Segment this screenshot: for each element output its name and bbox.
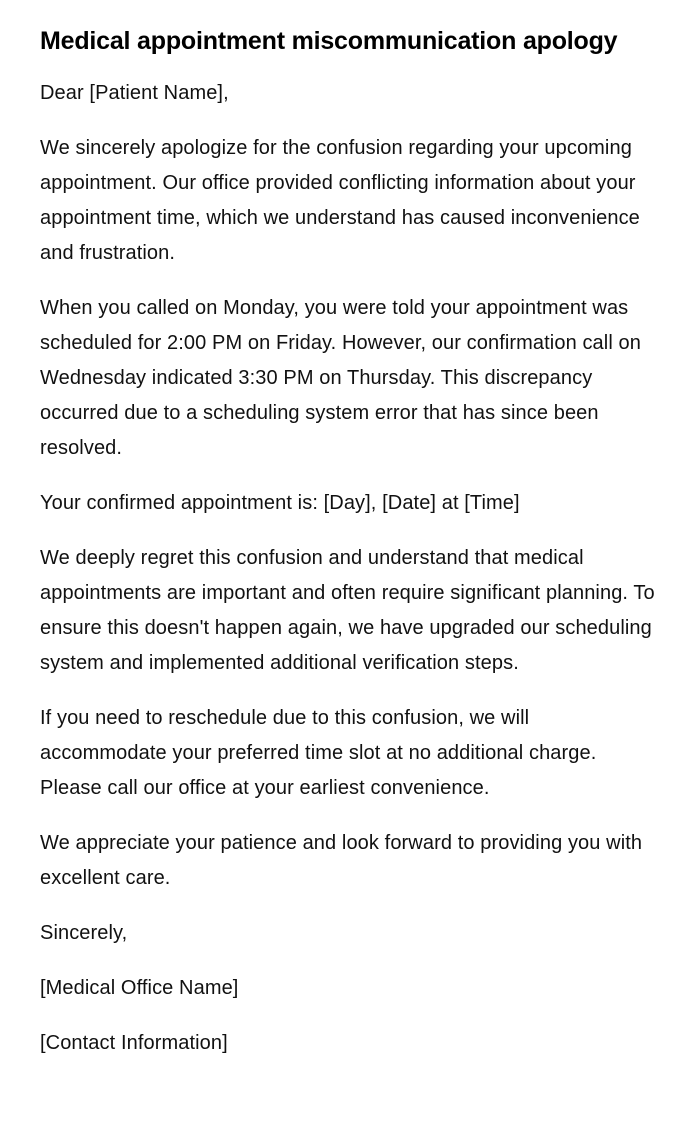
- letter-paragraph-confirmed-appointment: Your confirmed appointment is: [Day], [Date] at [Time]: [40, 492, 520, 514]
- letter-paragraph-reschedule: If you need to reschedule due to this confusion, we will accommodate your preferred time slot at no additional charge. Please call our office at your earliest convenience.: [40, 707, 597, 799]
- letter-paragraph-apology: We sincerely apologize for the confusion regarding your upcoming appointment. Our office provided conflicting information about your appointment time, which we understand has caused inconvenience and frustration.: [40, 137, 640, 264]
- letter-paragraph-discrepancy: When you called on Monday, you were told your appointment was scheduled for 2:00 PM on Friday. However, our confirmation call on Wednesday indicated 3:30 PM on Thursday. This discrepancy occurred due to a scheduling system error that has since been resolved.: [40, 297, 641, 459]
- letter-contact-info: [Contact Information]: [40, 1032, 228, 1054]
- letter-title: Medical appointment miscommunication apology: [40, 27, 618, 55]
- letter-paragraph-regret: We deeply regret this confusion and understand that medical appointments are important and often require significant planning. To ensure this doesn't happen again, we have upgraded our scheduling system and implemented additional verification steps.: [40, 547, 655, 674]
- letter-greeting: Dear [Patient Name],: [40, 82, 229, 104]
- letter-closing: Sincerely,: [40, 922, 128, 944]
- letter-office-name: [Medical Office Name]: [40, 977, 239, 999]
- letter-paragraph-appreciation: We appreciate your patience and look forward to providing you with excellent care.: [40, 832, 643, 889]
